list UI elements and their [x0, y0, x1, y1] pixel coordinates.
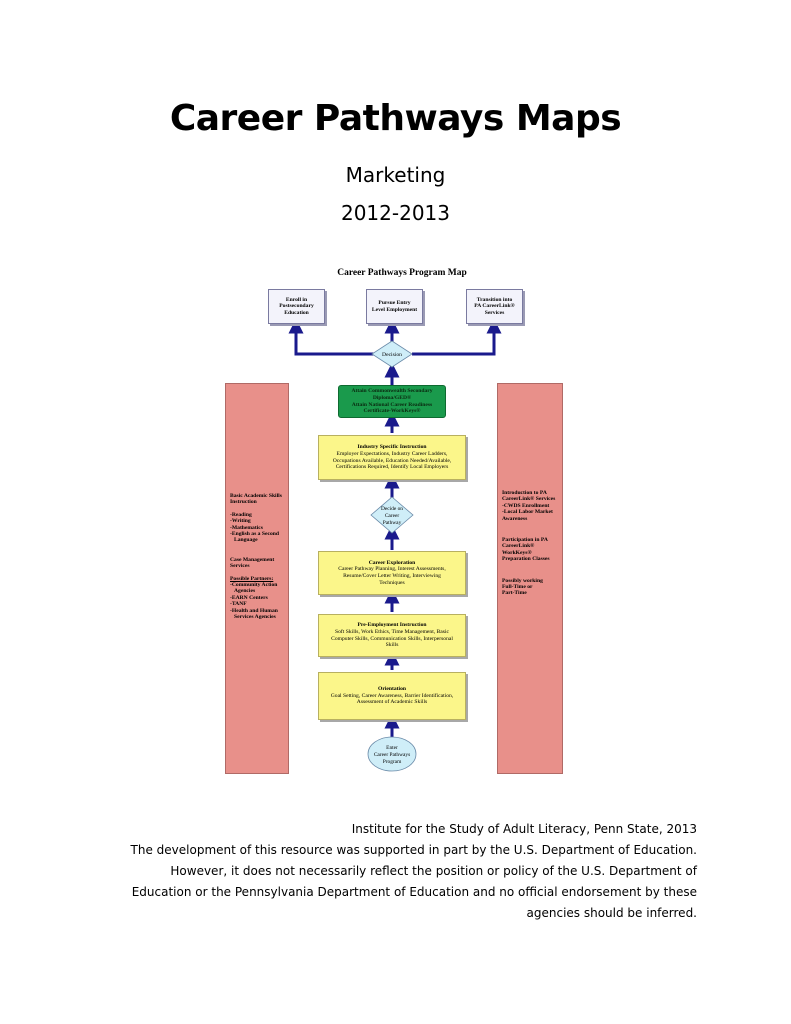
industry-heading: Industry Specific Instruction — [357, 444, 427, 451]
right-working-1: Possibly working — [502, 577, 543, 584]
page-subtitle: Marketing — [345, 163, 446, 187]
preemployment-heading: Pre-Employment Instruction — [357, 622, 427, 629]
decide-line-2: Career — [384, 513, 400, 519]
outcome-1-line-1: Enroll in — [285, 296, 308, 303]
right-participation-1: Participation in PA — [502, 537, 548, 544]
outcome-3-line-3: Services — [484, 309, 505, 316]
outcome-employment-box — [366, 289, 423, 324]
left-basic-list-3: -Mathematics — [230, 524, 263, 531]
right-intro-4: -Local Labor Market — [502, 509, 553, 516]
attain-line-2: Diploma/GED® — [372, 394, 412, 401]
left-partner-1: -Community Action — [230, 582, 278, 589]
left-basic-list-4: -English as a Second — [230, 531, 279, 538]
outcome-2-line-1: Pursue Entry — [378, 299, 411, 306]
outcome-2-line-2: Level Employment — [371, 306, 418, 313]
right-working-3: Part-Time — [502, 590, 527, 597]
left-basic-list-1: -Reading — [230, 511, 252, 518]
right-intro-1: Introduction to PA — [502, 490, 547, 496]
enter-line-2: Career Pathways — [373, 752, 411, 758]
left-partner-5: -Health and Human — [230, 607, 278, 614]
left-basic-1: Basic Academic Skills — [230, 493, 282, 499]
left-basic-list-5: Language — [234, 537, 258, 544]
outcome-3-line-2: PA CareerLink® — [474, 303, 515, 310]
left-basic-2: Instruction — [230, 499, 257, 506]
footer-disclaimer-2: However, it does not necessarily reflect the position or policy of the U.S. Department of — [170, 864, 697, 878]
orientation-heading: Orientation — [378, 686, 406, 693]
left-panel-text — [230, 493, 288, 621]
outcome-1-line-3: Education — [284, 309, 309, 316]
right-participation-4: Preparation Classes — [502, 556, 550, 563]
left-partner-3: -EARN Centers — [230, 594, 268, 601]
industry-line-2: Occupations Available, Education Needed/Available, — [332, 457, 452, 464]
enter-line-3: Program — [382, 759, 402, 765]
industry-line-1: Employer Expectations, Industry Career Ladders, — [336, 450, 448, 457]
decide-line-1: Decide on — [380, 506, 404, 512]
footer-credit: Institute for the Study of Adult Literacy, Penn State, 2013 — [351, 822, 697, 836]
map-title: Career Pathways Program Map — [337, 268, 467, 278]
right-intro-5: Awareness — [502, 515, 528, 522]
exploration-heading: Career Exploration — [368, 559, 416, 566]
exploration-line-3: Techniques — [379, 579, 405, 586]
page-title: Career Pathways Maps — [169, 98, 622, 139]
left-partner-6: Services Agencies — [234, 614, 276, 621]
decision-label: Decision — [382, 352, 402, 358]
preemployment-line-3: Skills — [385, 642, 399, 649]
career-pathways-map — [224, 268, 580, 774]
decide-line-3: Pathway — [382, 520, 402, 526]
preemployment-line-2: Computer Skills, Communication Skills, Interpersonal — [331, 635, 453, 642]
attain-line-1: Attain Commonwealth Secondary — [351, 388, 433, 395]
footer-disclaimer-3: Education or the Pennsylvania Department of Education and no official endorsement by these — [131, 885, 697, 899]
orientation-box — [318, 672, 466, 720]
attain-line-4: Certificate-WorkKeys® — [363, 408, 421, 415]
left-partner-2: Agencies — [234, 588, 256, 595]
right-intro-3: -CWDS Enrollment — [502, 502, 550, 509]
page-year: 2012-2013 — [340, 201, 450, 225]
industry-line-3: Certifications Required, Identify Local Employers — [335, 464, 449, 471]
outcome-careerlink-box — [466, 289, 523, 324]
left-partner-4: -TANF — [230, 601, 247, 608]
outcome-3-line-1: Transition into — [476, 296, 513, 303]
orientation-line-1: Goal Setting, Career Awareness, Barrier Identification, — [330, 692, 454, 699]
left-partners-head: Possible Partners: — [230, 575, 274, 582]
pre-employment-box — [318, 614, 466, 657]
attain-diploma-box — [338, 385, 446, 418]
outcome-postsecondary-box — [268, 289, 325, 324]
industry-instruction-box — [318, 435, 466, 480]
left-case-2: Services — [230, 563, 250, 570]
footer-disclaimer-4: agencies should be inferred. — [526, 906, 697, 920]
footer-disclaimer-1: The development of this resource was supported in part by the U.S. Department of Education. — [130, 843, 697, 857]
orientation-line-2: Assessment of Academic Skills — [356, 699, 428, 706]
left-case-1: Case Management — [230, 556, 275, 563]
right-participation-2: CareerLink® — [502, 543, 535, 550]
career-exploration-box — [318, 551, 466, 595]
right-intro-2: CareerLink® Services — [502, 496, 556, 503]
right-panel-text — [502, 490, 562, 597]
right-participation-3: WorkKeys® — [502, 549, 532, 556]
attain-line-3: Attain National Career Readiness — [351, 401, 433, 408]
left-basic-list-2: -Writing — [230, 518, 251, 525]
enter-line-1: Enter — [386, 745, 398, 751]
exploration-line-1: Career Pathway Planning, Interest Assessments, — [338, 566, 446, 573]
right-working-2: Full-Time or — [502, 584, 533, 591]
outcome-1-line-2: Postsecondary — [279, 303, 314, 310]
preemployment-line-1: Soft Skills, Work Ethics, Time Management, Basic — [335, 628, 449, 635]
exploration-line-2: Resume/Cover Letter Writing, Interviewing — [343, 573, 441, 579]
